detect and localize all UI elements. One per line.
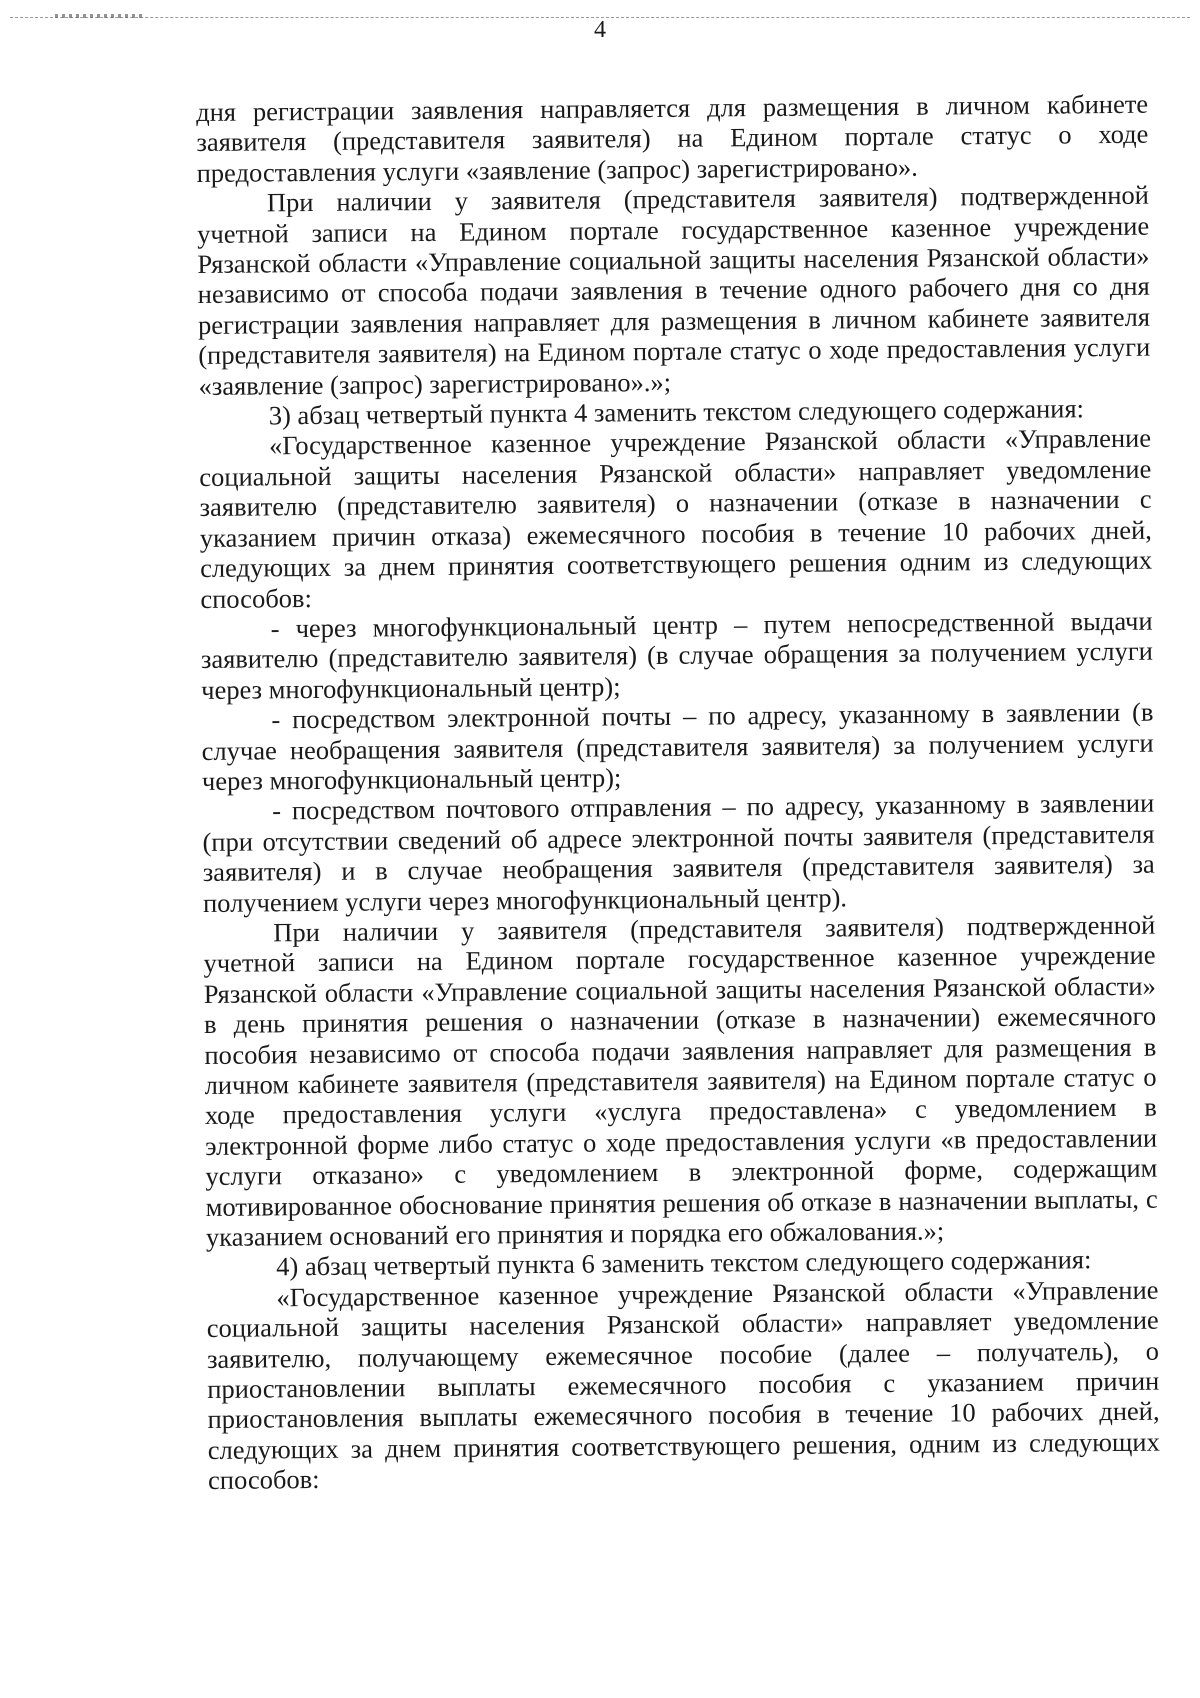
paragraph-7: - посредством почтового отправления – по адресу, указанному в заявлении (при отсутствии сведений об адресе электронной почты заявителя (представителя заявителя) и в случае необращения заявителя (представителя заявителя) за получением услуги через многофункциональный центр). [202, 788, 1155, 918]
paragraph-5: - через многофункциональный центр – путем непосредственной выдачи заявителю (представителю заявителя) (в случае обращения за получением услуги через многофункциональный центр); [200, 605, 1154, 705]
page-number: 4 [594, 17, 606, 43]
paragraph-4: «Государственное казенное учреждение Рязанской области «Управление социальной защиты населения Рязанской области» направляет уведомление заявителю (представителю заявителя) о назначении (отказе в назначении с указанием причин отказа) ежемесячного пособия в течение 10 рабочих дней, следующих за днем принятия соответствующего решения одним из следующих способов: [199, 423, 1153, 614]
paragraph-10: «Государственное казенное учреждение Рязанской области «Управление социальной защиты населения Рязанской области» направляет уведомление заявителю, получающему ежемесячное пособие (далее – получатель), о приостановлении выплаты ежемесячного пособия с указанием причин приостановления выплаты ежемесячного пособия в течение 10 рабочих дней, следующих за днем принятия соответствующего решения, одним из следующих способов: [206, 1274, 1160, 1496]
document-body [196, 89, 1160, 1496]
paragraph-8: При наличии у заявителя (представителя заявителя) подтвержденной учетной записи на Едином портале государственное казенное учреждение Рязанской области «Управление социальной защиты населения Рязанской области» в день принятия решения о назначении (отказе в назначении) ежемесячного пособия независимо от способа подачи заявления направляет для размещения в личном кабинете заявителя (представителя заявителя) на Едином портале статус о ходе предоставления услуги «услуга предоставлена» с уведомлением в электронной форме либо статус о ходе предоставления услуги «в предоставлении услуги отказано» с уведомлением в электронной форме, содержащим мотивированное обоснование принятия решения об отказе в назначении выплаты, с указанием оснований его принятия и порядка его обжалования.»; [203, 909, 1158, 1252]
paragraph-9: 4) абзац четвертый пункта 6 заменить текстом следующего содержания: [276, 1244, 1092, 1282]
paragraph-6: - посредством электронной почты – по адресу, указанному в заявлении (в случае необращения заявителя (представителя заявителя) за получением услуги через многофункциональный центр); [201, 696, 1154, 796]
paragraph-1: дня регистрации заявления направляется для размещения в личном кабинете заявителя (представителя заявителя) на Едином портале статус о ходе предоставления услуги «заявление (запрос) зарегистрировано». [196, 88, 1149, 188]
paragraph-3: 3) абзац четвертый пункта 4 заменить текстом следующего содержания: [268, 393, 1085, 431]
paragraph-2: При наличии у заявителя (представителя заявителя) подтвержденной учетной записи на Едином портале государственное казенное учреждение Рязанской области «Управление социальной защиты населения Рязанской области» независимо от способа подачи заявления в течение одного рабочего дня со дня регистрации заявления направляет для размещения в личном кабинете заявителя (представителя заявителя) на Едином портале статус о ходе предоставления услуги «заявление (запрос) зарегистрировано».»; [197, 179, 1151, 401]
